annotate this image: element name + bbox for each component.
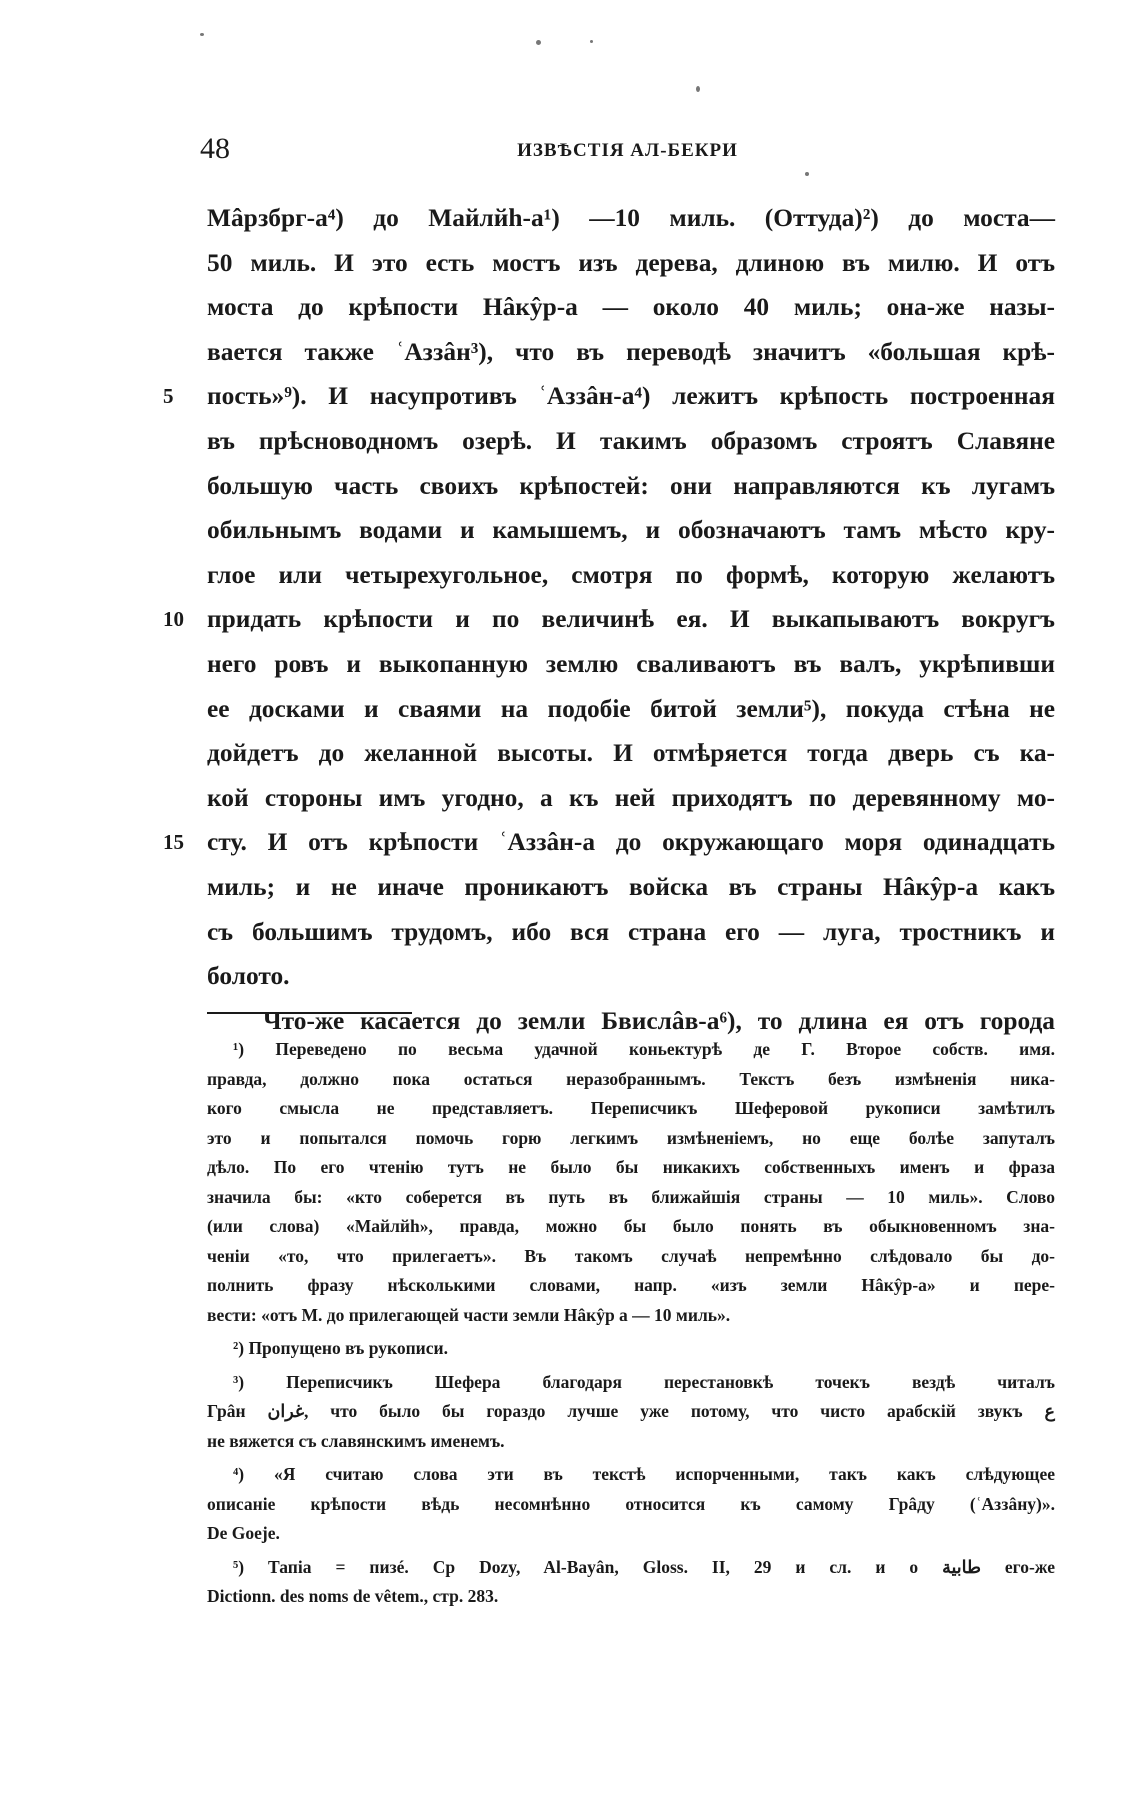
footnote-line: ¹) Переведено по весьма удачной коньектурѣ де Г. Второе собств. имя. [233, 1039, 1055, 1059]
text-line: дойдетъ до желанной высоты. И отмѣряется тогда дверь съ ка- [207, 739, 1055, 768]
footnote-line: ⁴) «Я считаю слова эти въ текстѣ испорченными, такъ какъ слѣдующее [233, 1464, 1055, 1484]
footnote-line: значила бы: «кто соберется въ путь въ ближайшія страны — 10 миль». Слово [207, 1186, 1055, 1207]
footnote-line: описаніе крѣпости вѣдь несомнѣнно относится къ самому Грâду (ʿАззâну)». [207, 1493, 1055, 1514]
text-line: моста до крѣпости Нâкŷр-а — около 40 миль; она-же назы- [207, 293, 1055, 322]
text-line [163, 597, 1055, 642]
print-speck [805, 172, 809, 176]
footnote-line: ченіи «то, что прилегаетъ». Въ такомъ случаѣ непремѣнно слѣдовало бы до- [207, 1245, 1055, 1266]
footnotes [207, 1035, 1055, 1616]
footnote-line: ²) Пропущено въ рукописи. [233, 1338, 448, 1358]
print-speck [200, 33, 204, 36]
text-line: въ прѣсноводномъ озерѣ. И такимъ образомъ строятъ Славяне [207, 426, 1055, 455]
text-line: миль; и не иначе проникаютъ войска въ страны Нâкŷр-а какъ [207, 872, 1055, 901]
text-line [163, 374, 1055, 419]
text-line: него ровъ и выкопанную землю сваливаютъ въ валъ, укрѣпивши [207, 649, 1055, 678]
main-text [163, 196, 1055, 1043]
print-speck [536, 40, 541, 45]
footnote-line: кого смысла не представляетъ. Переписчикъ Шеферовой рукописи замѣтилъ [207, 1098, 1055, 1118]
print-speck [696, 86, 700, 92]
text-line: съ большимъ трудомъ, ибо вся страна его — луга, тростникъ и [207, 917, 1055, 946]
text-line: 50 миль. И это есть мостъ изъ дерева, длиною въ милю. И отъ [207, 248, 1055, 277]
footnote-1 [207, 1035, 1055, 1330]
text-line-content: пость»⁹). И насупротивъ ʿАззâн-а⁴) лежитъ крѣпость построенная [207, 382, 1055, 411]
footnote-line: это и попытался помочь горю легкимъ измѣненіемъ, но еще болѣе запуталъ [207, 1127, 1055, 1148]
print-speck [590, 40, 593, 43]
footnote-separator [207, 1012, 412, 1014]
text-line: большую часть своихъ крѣпостей: они направляются къ лугамъ [207, 471, 1055, 500]
text-line: глое или четырехугольное, смотря по формѣ, которую желаютъ [207, 560, 1055, 589]
text-line-content: сту. И отъ крѣпости ʿАззâн-а до окружающаго моря одинадцать [207, 828, 1055, 857]
text-line-content: придать крѣпости и по величинѣ ея. И выкапываютъ вокругъ [207, 605, 1055, 634]
footnote-line: правда, должно пока остаться неразобраннымъ. Текстъ безъ измѣненія никa- [207, 1068, 1055, 1089]
footnote-3 [207, 1368, 1055, 1457]
footnote-line: Dictionn. des noms de vêtem., стр. 283. [207, 1586, 499, 1606]
footnote-line: ⁵) Тапіа = пизé. Ср Dozy, Al-Bayân, Gloss. II, 29 и сл. и о طابية его-же [233, 1556, 1055, 1577]
footnote-2 [207, 1334, 1055, 1364]
footnote-line: вести: «отъ М. до прилегающей части земли Нâкŷр а — 10 миль». [207, 1304, 731, 1325]
footnote-4 [207, 1460, 1055, 1549]
text-line: вается также ʿАззâн³), что въ переводѣ значитъ «большая крѣ- [207, 337, 1055, 366]
footnote-line: полнить фразу нѣсколькими словами, напр. «изъ земли Нâкŷр-а» и пере- [207, 1275, 1055, 1295]
page-number: 48 [200, 132, 230, 165]
footnote-line: (или слова) «Майлйһ», правда, можно бы было понять въ обыкновенномъ зна- [207, 1216, 1055, 1236]
footnote-5 [207, 1553, 1055, 1612]
footnote-line: дѣло. По его чтенію тутъ не было бы никакихъ собственныхъ именъ и фраза [207, 1157, 1055, 1177]
footnote-line: не вяжется съ славянскимъ именемъ. [207, 1430, 505, 1451]
footnote-line: De Goeje. [207, 1523, 280, 1543]
text-line: Мâрзбрг-а⁴) до Майлйһ-а¹) —10 миль. (Оттуда)²) до моста— [207, 204, 1055, 232]
text-line: Что-же касается до земли Бвислâв-а⁶), то длина ея отъ города [263, 1006, 1055, 1035]
line-number-5: 5 [163, 384, 174, 409]
footnote-line: Грâн غران, что было бы гораздо лучше уже потому, что чисто арабскій звукъ ع [207, 1401, 1055, 1421]
page-header [200, 132, 1055, 172]
line-number-10: 10 [163, 607, 184, 632]
text-line: обильнымъ водами и камышемъ, и обозначаютъ тамъ мѣсто кру- [207, 516, 1055, 545]
text-line: кой стороны имъ угодно, а къ ней приходятъ по деревянному мо- [207, 783, 1055, 812]
text-line: болото. [207, 962, 290, 991]
text-line: ее досками и сваями на подобіе битой земли⁵), покуда стѣна не [207, 694, 1055, 723]
footnote-line: ³) Переписчикъ Шефера благодаря перестановкѣ точекъ вездѣ читалъ [233, 1371, 1055, 1392]
line-number-15: 15 [163, 830, 184, 855]
running-title: ИЗВѢСТІЯ АЛ-БЕКРИ [517, 140, 738, 161]
text-line [163, 820, 1055, 865]
